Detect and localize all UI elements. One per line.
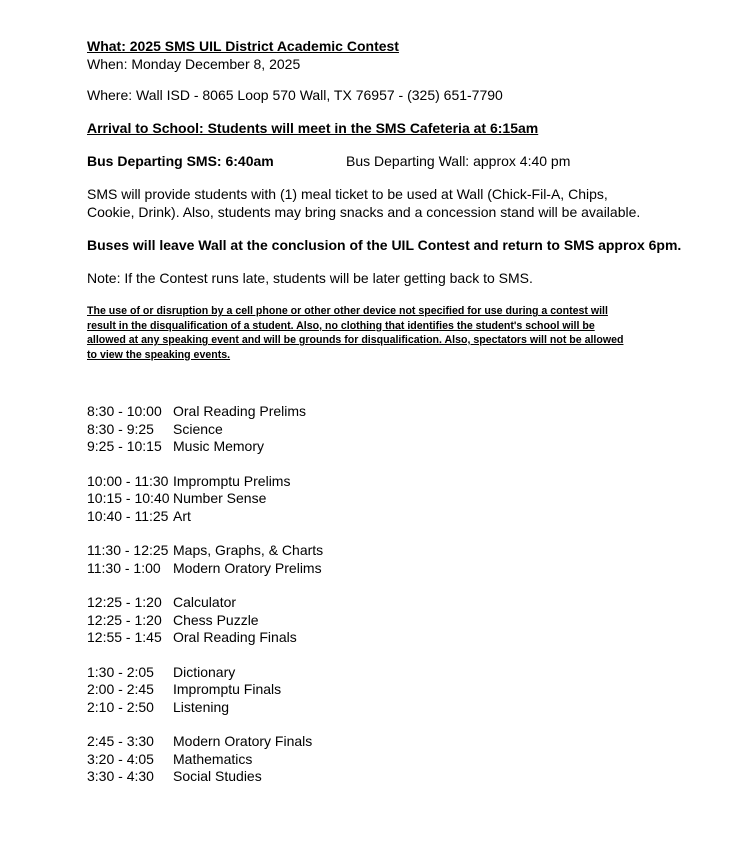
schedule-time: 12:25 - 1:20 [87,594,162,610]
document-page [87,37,687,803]
schedule-time: 1:30 - 2:05 [87,663,154,680]
schedule-time: 12:25 - 1:20 [87,611,162,628]
schedule-row [87,768,687,786]
schedule-row [87,699,687,717]
schedule-event: Social Studies [173,768,262,784]
schedule-event: Calculator [173,594,237,610]
schedule-row [87,508,687,526]
schedule-event: Maps, Graphs, & Charts [173,542,324,558]
event-date: When: Monday December 8, 2025 [87,56,301,72]
schedule-time: 10:40 - 11:25 [87,507,169,524]
schedule-time: 2:45 - 3:30 [87,733,154,749]
schedule-event: Impromptu Prelims [173,472,291,489]
return-note: Buses will leave Wall at the conclusion of the UIL Contest and return to SMS approx 6pm. [87,237,682,253]
schedule-event: Art [173,507,191,524]
schedule-time: 8:30 - 9:25 [87,420,154,437]
schedule-row [87,664,687,682]
schedule-row [87,421,687,439]
schedule-row [87,594,687,612]
schedule-event: Mathematics [173,750,253,767]
schedule-row [87,612,687,630]
schedule-row [87,403,687,421]
schedule-time: 2:10 - 2:50 [87,698,154,715]
schedule-row [87,629,687,647]
schedule-time: 8:30 - 10:00 [87,403,162,419]
schedule-event: Dictionary [173,663,236,680]
schedule-event: Impromptu Finals [173,681,282,697]
bus-departing-wall: Bus Departing Wall: approx 4:40 pm [346,153,571,169]
schedule-event: Listening [173,698,230,715]
schedule-event: Chess Puzzle [173,611,259,628]
schedule-time: 11:30 - 1:00 [87,559,161,576]
event-location: Where: Wall ISD - 8065 Loop 570 Wall, TX 76957 - (325) 651-7790 [87,87,503,103]
schedule-time: 2:00 - 2:45 [87,681,154,697]
schedule-row [87,473,687,491]
meal-note: SMS will provide students with (1) meal ticket to be used at Wall (Chick-Fil-A, Chips, Cookie, Drink). Also, students may bring snacks and a concession stand will be available. [87,186,641,220]
schedule-event: Oral Reading Prelims [173,403,307,419]
schedule-event: Number Sense [173,490,267,506]
schedule-group [87,733,687,786]
schedule-time: 12:55 - 1:45 [87,629,162,645]
schedule-row [87,560,687,578]
schedule-row [87,542,687,560]
cell-phone-warning: The use of or disruption by a cell phone or other other device not specified for use during a contest will result in the disqualification of a student. Also, no clothing that identifies the student's school will be allowed at any speaking event and will be grounds for disqualification. Also, spectators will not be allowed to view the speaking events. [87,305,624,361]
schedule-time: 9:25 - 10:15 [87,438,162,454]
contest-schedule [87,403,687,786]
schedule-row [87,751,687,769]
schedule-group [87,594,687,647]
schedule-row [87,733,687,751]
schedule-group [87,403,687,456]
schedule-event: Music Memory [173,438,265,454]
schedule-event: Modern Oratory Prelims [173,559,322,576]
schedule-time: 3:20 - 4:05 [87,750,154,767]
schedule-time: 3:30 - 4:30 [87,768,154,784]
schedule-event: Oral Reading Finals [173,629,297,645]
schedule-group [87,473,687,526]
event-title: What: 2025 SMS UIL District Academic Contest [87,38,399,54]
schedule-time: 10:00 - 11:30 [87,472,169,489]
arrival-info: Arrival to School: Students will meet in the SMS Cafeteria at 6:15am [87,120,539,136]
schedule-event: Science [173,420,223,437]
schedule-event: Modern Oratory Finals [173,733,313,749]
schedule-row [87,438,687,456]
schedule-time: 11:30 - 12:25 [87,542,169,558]
schedule-group [87,664,687,717]
late-note: Note: If the Contest runs late, students will be later getting back to SMS. [87,270,533,286]
bus-times [87,152,687,170]
schedule-row [87,490,687,508]
schedule-time: 10:15 - 10:40 [87,490,170,506]
schedule-group [87,542,687,577]
schedule-row [87,681,687,699]
bus-departing-sms: Bus Departing SMS: 6:40am [87,153,274,169]
